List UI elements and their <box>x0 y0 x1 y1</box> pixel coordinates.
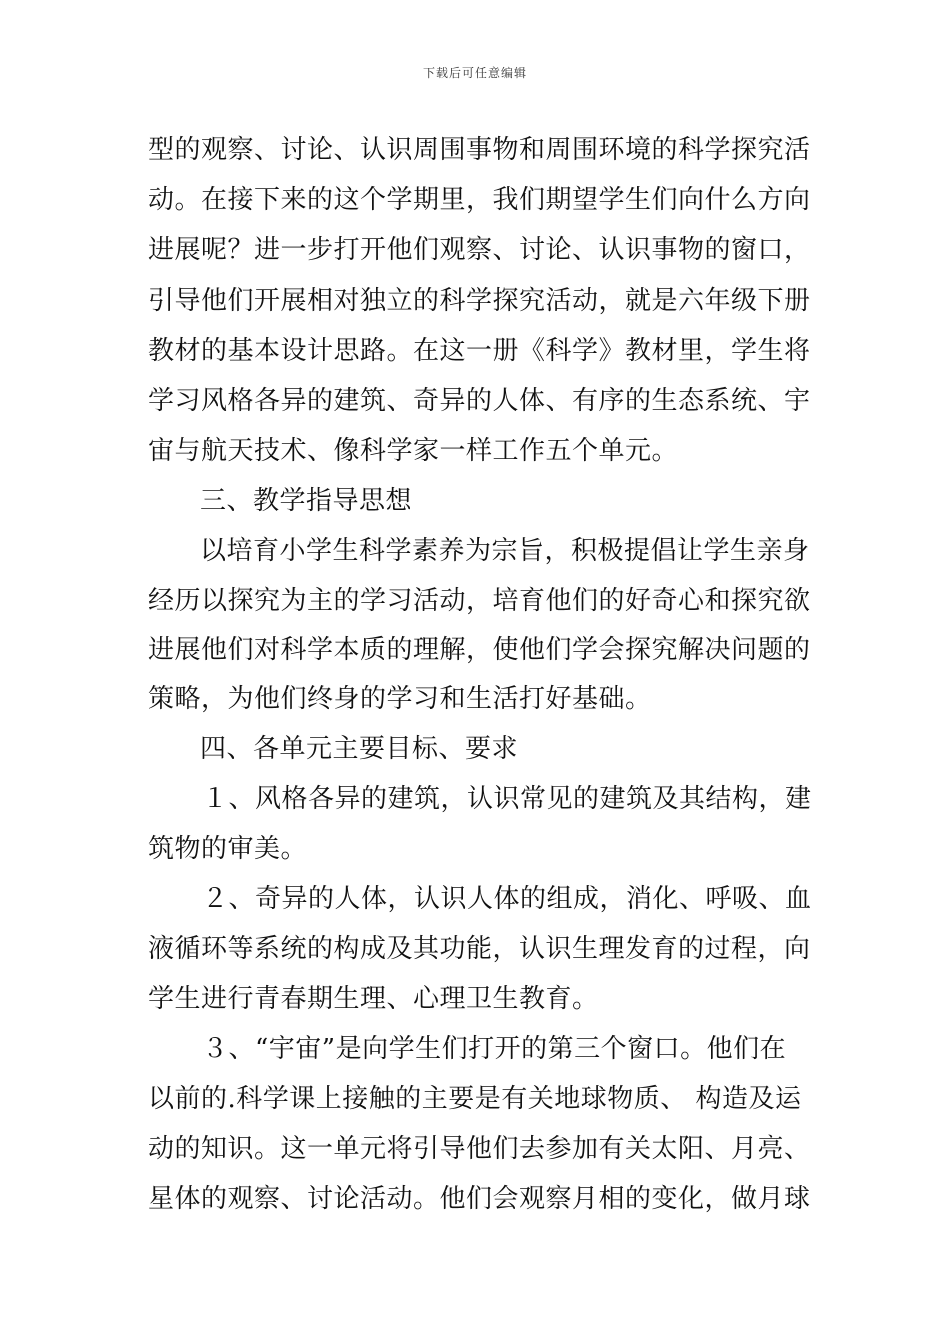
paragraph-line: 引导他们开展相对独立的科学探究活动，就是六年级下册 <box>148 286 811 316</box>
list-item-line: 以前的.科学课上接触的主要是有关地球物质、 构造及运 <box>148 1084 802 1114</box>
list-item-line: 动的知识。这一单元将引导他们去参加有关太阳、月亮、 <box>148 1134 811 1164</box>
list-item-line: ３、“宇宙”是向学生们打开的第三个窗口。他们在 <box>202 1034 787 1064</box>
list-item-line: 学生进行青春期生理、心理卫生教育。 <box>148 984 599 1014</box>
paragraph-line: 策略，为他们终身的学习和生活打好基础。 <box>148 684 652 714</box>
paragraph-line: 进展呢？进一步打开他们观察、讨论、认识事物的窗口， <box>148 235 811 265</box>
paragraph-line: 宙与航天技术、像科学家一样工作五个单元。 <box>148 436 679 466</box>
section-heading: 三、教学指导思想 <box>200 486 413 516</box>
list-item-line: 液循环等系统的构成及其功能，认识生理发育的过程，向 <box>148 934 811 964</box>
paragraph-line: 经历以探究为主的学习活动，培育他们的好奇心和探究欲 <box>148 586 811 616</box>
paragraph-line: 教材的基本设计思路。在这一册《科学》教材里，学生将 <box>148 336 811 366</box>
page-header: 下载后可任意编辑 <box>422 66 527 80</box>
list-item-line: 筑物的审美。 <box>148 834 308 864</box>
paragraph-line: 学习风格各异的建筑、奇异的人体、有序的生态系统、宇 <box>148 386 811 416</box>
paragraph-line: 进展他们对科学本质的理解，使他们学会探究解决问题的 <box>148 635 811 665</box>
paragraph-line: 以培育小学生科学素养为宗旨，积极提倡让学生亲身 <box>200 536 810 566</box>
list-item-line: ２、奇异的人体，认识人体的组成，消化、呼吸、血 <box>202 884 812 914</box>
list-item-line: 星体的观察、讨论活动。他们会观察月相的变化，做月球 <box>148 1184 811 1214</box>
paragraph-line: 动。在接下来的这个学期里，我们期望学生们向什么方向 <box>148 185 811 215</box>
section-heading: 四、各单元主要目标、要求 <box>200 734 519 764</box>
paragraph-line: 型的观察、讨论、认识周围事物和周围环境的科学探究活 <box>148 135 811 165</box>
list-item-line: １、风格各异的建筑，认识常见的建筑及其结构，建 <box>202 784 812 814</box>
